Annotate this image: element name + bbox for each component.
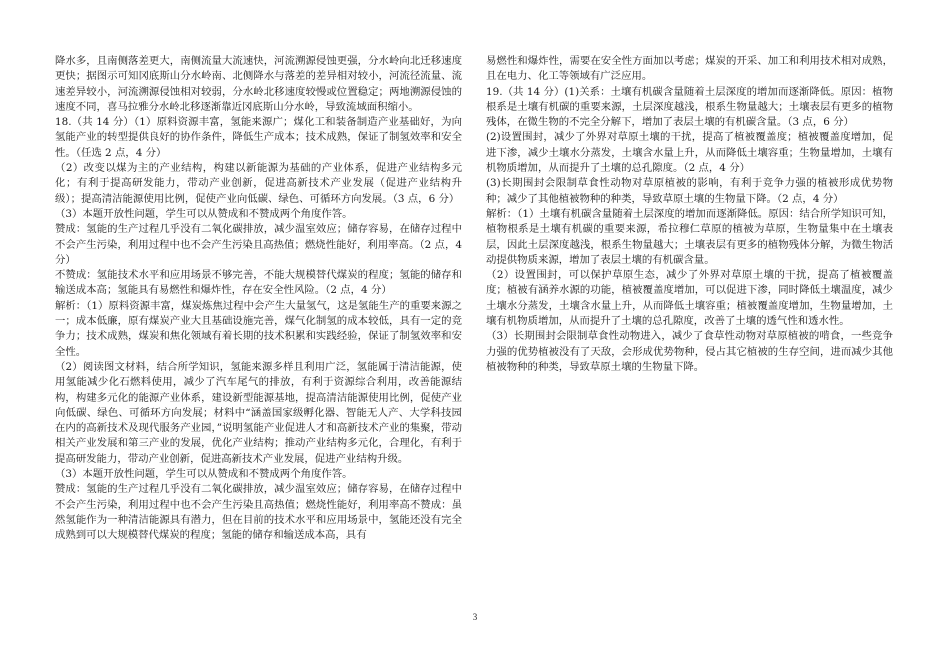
paragraph: 19.（共 14 分）(1)关系：土壤有机碳含量随着土层深度的增加而逐渐降低。原因：植物根系是土壤有机碳的重要来源，土层深度越浅，根系生物量越大；土壤表层有更多的植物残体，在微生物的不完全分解下，增加了表层土壤的有机碳含量。（3 点，6 分） (486, 85, 893, 129)
paragraph: 易燃性和爆炸性，需要在安全性方面加以考虑；煤炭的开采、加工和利用技术相对成熟，且在电力、化工等领域有广泛应用。 (486, 55, 893, 83)
analysis-paragraph: 解析：（1）土壤有机碳含量随着土层深度的增加而逐渐降低。原因：结合所学知识可知，植物根系是土壤有机碳的重要来源，希拉穆仁草原的植被为草原，生物量集中在土壤表层，因此土层深度越浅，根系生物量越大；土壤表层有更多的植物残体分解，为微生物活动提供物质来源，增加了表层土壤的有机碳含量。 (486, 207, 893, 266)
paragraph: （3）本题开放性问题，学生可以从赞成和不赞成两个角度作答。 (55, 207, 353, 220)
right-column (486, 54, 893, 375)
paragraph: 18.（共 14 分）（1）原料资源丰富，氢能来源广；煤化工和装备制造产业基础好，为向氢能产业的转型提供良好的协作条件，降低生产成本；技术成熟，保证了制氢效率和安全性。（任选 2 点，4 分） (55, 116, 462, 159)
paragraph: (2)设置围封，减少了外界对草原土壤的干扰，提高了植被覆盖度；植被覆盖度增加，促进下渗，减少土壤水分蒸发，土壤含水量上升，从而降低土壤容重；生物量增加，土壤有机物质增加，从而提升了土壤的总孔隙度。（2 点，4 分） (486, 131, 893, 175)
analysis-paragraph: （3）本题开放性问题，学生可以从赞成和不赞成两个角度作答。 (55, 468, 353, 481)
left-column (55, 54, 462, 544)
page-number: 3 (472, 612, 478, 622)
paragraph: 赞成：氢能的生产过程几乎没有二氧化碳排放，减少温室效应；储存容易，在储存过程中不会产生污染，利用过程中也不会产生污染且高热值；燃烧性能好，利用率高。（2 点，4 分） (55, 223, 462, 266)
paragraph: 降水多，且南侧落差更大，南侧流量大流速快，河流溯源侵蚀更强，分水岭向北迁移速度更快；据图示可知冈底斯山分水岭南、北侧降水与落差的差异相对较小，河流径流量、流速差异较小，河流溯源侵蚀相对较弱，分水岭北移速度较慢或位置稳定；两地溯源侵蚀的速度不同，喜马拉雅分水岭北移逐渐靠近冈底斯山分水岭，导致流域面积缩小。 (55, 55, 462, 113)
paragraph: (3)长期围封会限制草食性动物对草原植被的影响，有利于竞争力强的植被形成优势物种；减少了其他植被物种的种类，导致草原土壤的生物量下降。（2 点，4 分） (486, 177, 893, 205)
analysis-paragraph: （2）设置围封，可以保护草原生态，减少了外界对草原土壤的干扰，提高了植被覆盖度；植被有涵养水源的功能，植被覆盖度增加，可以促进下渗，同时降低土壤温度，减少土壤水分蒸发，土壤含水量上升，从而降低土壤容重；植被覆盖度增加，生物量增加，土壤有机物质增加，从而提升了土壤的总孔隙度，改善了土壤的透气性和透水性。 (486, 269, 893, 328)
analysis-paragraph: 赞成：氢能的生产过程几乎没有二氧化碳排放，减少温室效应；储存容易，在储存过程中不会产生污染，利用过程中也不会产生污染且高热值；燃烧性能好，利用率高不赞成：虽然氢能作为一种清洁能源具有潜力，但在目前的技术水平和应用场景中，氢能还没有完全成熟到可以大规模替代煤炭的程度；氢能的储存和输送成本高，具有 (55, 483, 462, 542)
paragraph: （2）改变以煤为主的产业结构，构建以新能源为基础的产业体系，促进产业结构多元化；有利于提高研发能力，带动产业创新，促进高新技术产业发展（促进产业结构升级）；提高清洁能源使用比例，促使产业向低碳、绿色、可循环方向发展。（3 点，6 分） (55, 162, 462, 205)
analysis-paragraph: （3）长期围封会限制草食性动物进入，减少了食草性动物对草原植被的啃食，一些竞争力强的优势植被没有了天敌，会形成优势物种，侵占其它植被的生存空间，进而减少其他植被物种的种类，导致草原土壤的生物量下降。 (486, 330, 893, 373)
paragraph: 不赞成：氢能技术水平和应用场景不够完善，不能大规模替代煤炭的程度；氢能的储存和输送成本高；氢能具有易燃性和爆炸性，存在安全性风险。（2 点，4 分） (55, 269, 462, 297)
analysis-paragraph: 解析：（1）原料资源丰富，煤炭炼焦过程中会产生大量氢气，这是氢能生产的重要来源之一；成本低廉，原有煤炭产业大且基础设施完善，煤气化制氢的成本较低，具有一定的竞争力；技术成熟，煤炭和焦化领域有着长期的技术积累和实践经验，保证了制氢效率和安全性。 (55, 299, 462, 358)
analysis-paragraph: （2）阅读图文材料，结合所学知识，氢能来源多样且利用广泛，氢能属于清洁能源，使用氢能减少化石燃料使用，减少了汽车尾气的排放，有利于资源综合利用，改善能源结构，构建多元化的能源产业体系，建设新型能源基地，提高清洁能源使用比例，促使产业向低碳、绿色、可循环方向发展；材料中“涵盖国家级孵化器、智能无人产、大学科技园在内的高新技术及现代服务产业园，”说明氢能产业促进人才和高新技术产业的集聚，带动相关产业发展和第三产业的发展，优化产业结构；推动产业结构多元化，合理化，有利于提高研发能力，带动产业创新，促进高新技术产业发展，促进产业结构升级。 (55, 360, 462, 465)
